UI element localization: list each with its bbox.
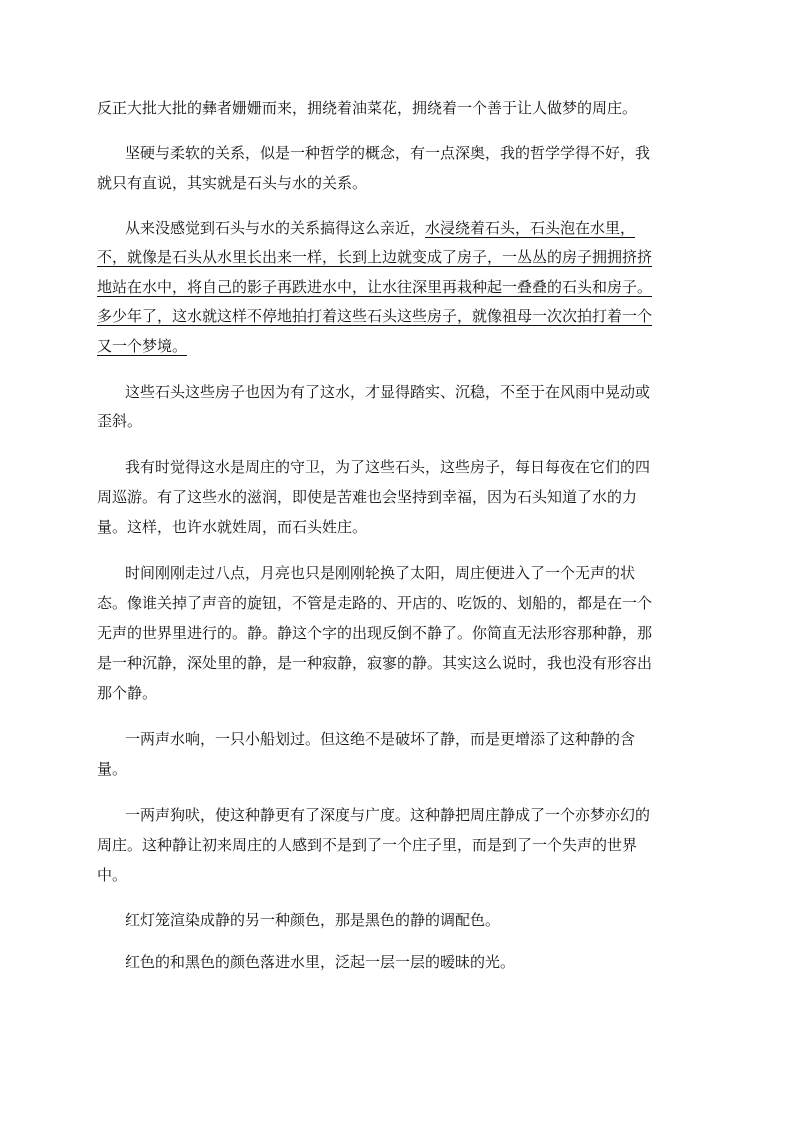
text-line: 那个静。 [97, 684, 158, 702]
text-line: 时间刚刚走过八点，月亮也只是刚刚轮换了太阳，周庄便进入了一个无声的状 [125, 564, 636, 582]
text-line: 反正大批大批的彝者姗姗而来，拥绕着油菜花，拥绕着一个善于让人做梦的周庄。 [97, 99, 638, 117]
text-line: 周庄。这种静让初来周庄的人感到不是到了一个庄子里，而是到了一个失声的世界 [97, 836, 638, 854]
text-segment: 从来没感觉到石头与水的关系搞得这么亲近， [125, 219, 426, 237]
text-line: 这些石头这些房子也因为有了这水，才显得踏实、沉稳，不至于在风雨中晃动或 [125, 383, 651, 401]
underlined-text: 水浸绕着石头，石头泡在水里， [425, 219, 636, 237]
underlined-text-line: 不，就像是石头从水里长出来一样，长到上边就变成了房子，一丛丛的房子拥拥挤挤 [97, 248, 653, 266]
document-page [97, 0, 697, 1123]
text-line: 周巡游。有了这些水的滋润，即使是苦难也会坚持到幸福，因为石头知道了水的力 [97, 488, 638, 506]
text-line: 态。像谁关掉了声音的旋钮，不管是走路的、开店的、吃饭的、划船的，都是在一个 [97, 594, 653, 612]
underlined-text-line: 多少年了，这水就这样不停地拍打着这些石头这些房子，就像祖母一次次拍打着一个 [97, 307, 653, 325]
text-line: 坚硬与柔软的关系，似是一种哲学的概念，有一点深奥，我的哲学学得不好，我 [125, 144, 651, 162]
text-line: 红灯笼渲染成静的另一种颜色，那是黑色的静的调配色。 [125, 911, 501, 929]
text-line: 无声的世界里进行的。静。静这个字的出现反倒不静了。你简直无法形容那种静，那 [97, 624, 653, 642]
text-line [97, 217, 697, 239]
underlined-text-line: 地站在水中，将自己的影子再跌进水中，让水往深里再栽种起一叠叠的石头和房子。 [97, 278, 653, 296]
text-line: 量。这样，也许水就姓周，而石头姓庄。 [97, 518, 368, 536]
text-line: 中。 [97, 866, 128, 884]
text-line: 红色的和黑色的颜色落进水里，泛起一层一层的暧昧的光。 [125, 953, 516, 971]
text-line: 歪斜。 [97, 412, 143, 430]
text-line: 一两声狗吠，使这种静更有了深度与广度。这种静把周庄静成了一个亦梦亦幻的 [125, 806, 651, 824]
text-line: 量。 [97, 760, 128, 778]
text-line: 一两声水响，一只小船划过。但这绝不是破坏了静，而是更增添了这种静的含 [125, 730, 636, 748]
text-line: 我有时觉得这水是周庄的守卫，为了这些石头，这些房子，每日每夜在它们的四 [125, 458, 651, 476]
underlined-text-line: 又一个梦境。 [97, 337, 188, 355]
text-line: 是一种沉静，深处里的静，是一种寂静，寂寥的静。其实这么说时，我也没有形容出 [97, 654, 653, 672]
text-line: 就只有直说，其实就是石头与水的关系。 [97, 174, 368, 192]
